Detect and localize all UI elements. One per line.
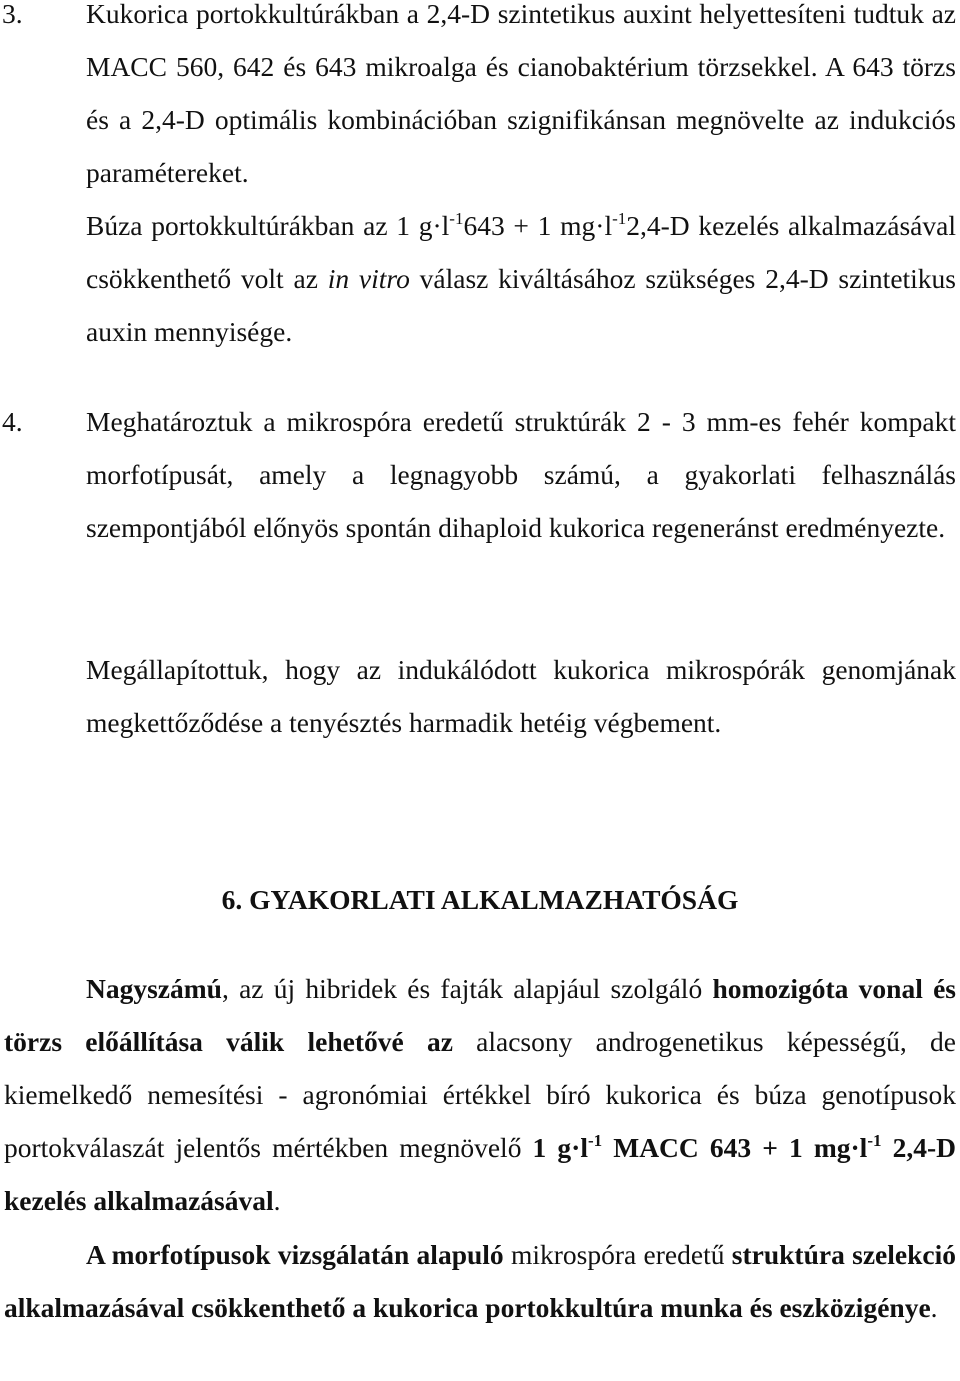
paragraph: Kukorica portokkultúrákban a 2,4-D szintetikus auxint helyettesíteni tudtuk az MACC 560, 642 és 643 mikroalga és cianobaktérium törzsekkel. A 643 törzs és a 2,4-D optimális kombinációban szignifikánsan megnövelte az indukciós paramétereket. <box>86 0 956 188</box>
paragraph: A morfotípusok vizsgálatán alapuló mikrospóra eredetű struktúra szelekció alkalmazásával csökkenthető a kukorica portokkultúra munka és eszközigénye. <box>4 1239 956 1323</box>
paragraph: Meghatároztuk a mikrospóra eredetű struktúrák 2 - 3 mm-es fehér kompakt morfotípusát, amely a legnagyobb számú, a gyakorlati felhasználás szempontjából előnyös spontán dihaploid kukorica regeneránst eredményezte. <box>86 406 956 543</box>
list-item-body <box>86 395 956 554</box>
paragraph-block <box>4 1228 956 1334</box>
list-item-3 <box>0 0 956 358</box>
list-number: 4. <box>2 406 23 437</box>
paragraph: Búza portokkultúrákban az 1 $g\cdot l^{-1}643 + 1$ $mg\cdot l^{-1}2,4-D$ kezelés alkalmazásával csökkenthető volt az in vitro válasz kiváltásához szükséges 2,4-D szintetikus auxin mennyisége. <box>86 209 957 347</box>
paragraph-block <box>4 962 956 1227</box>
list-item-4 <box>0 395 956 554</box>
list-item-body <box>86 0 956 358</box>
paragraph: Nagyszámú, az új hibridek és fajták alapjául szolgáló homozigóta vonal és törzs előállítása válik lehetővé az alacsony androgenetikus képességű, de kiemelkedő nemesítési - agronómiai értékkel bíró kukorica és búza genotípusok portokválaszát jelentős mértékben megnövelő 1 $g\cdot l^{-1}$ MACC 643 + 1 $mg\cdot l^{-1}$ 2,4-D kezelés alkalmazásával. <box>4 973 956 1216</box>
paragraph-block <box>86 643 956 749</box>
list-number: 3. <box>2 0 23 29</box>
section-heading: 6. GYAKORLATI ALKALMAZHATÓSÁG <box>221 884 739 915</box>
paragraph: Megállapítottuk, hogy az indukálódott kukorica mikrospórák genomjának megkettőződése a tenyésztés harmadik hetéig végbement. <box>86 654 956 738</box>
